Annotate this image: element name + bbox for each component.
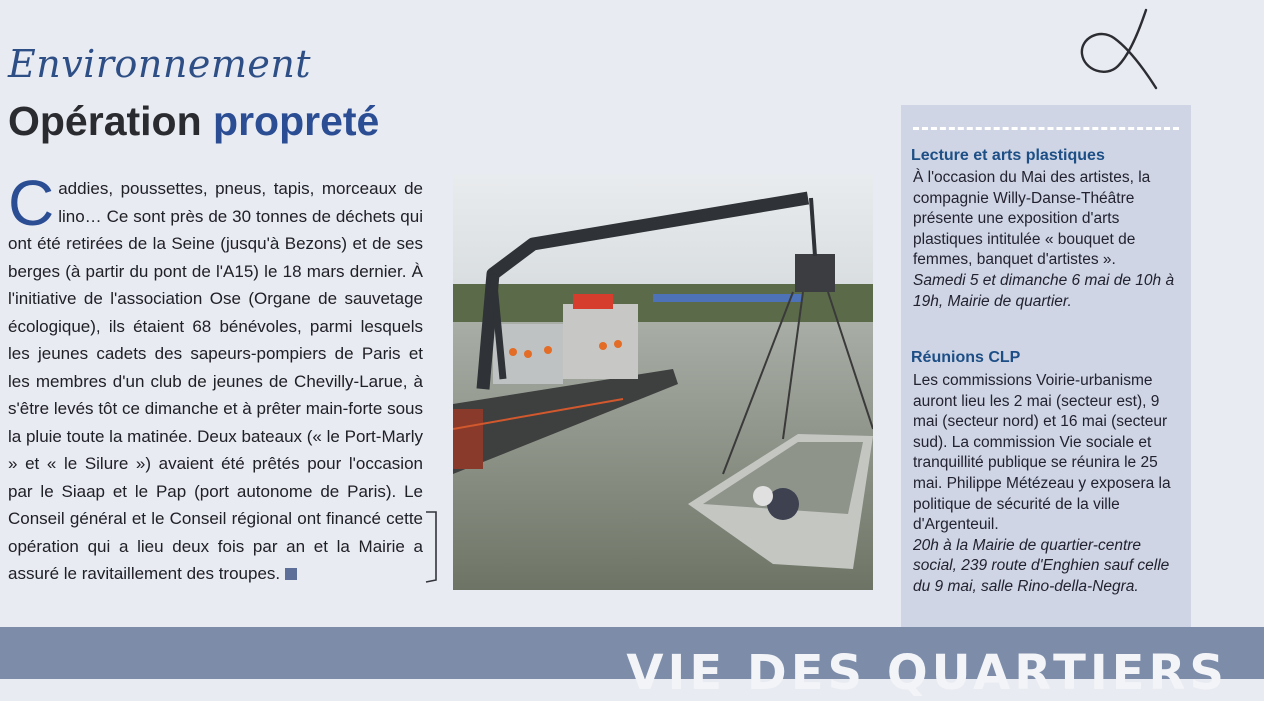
article-text: addies, poussettes, pneus, tapis, morceaux de lino… Ce sont près de 30 tonnes de déchets qui ont été retirées de la Seine (jusqu'à Bezons) et de ses berges (à partir du pont de l'A15) le 18 mars dernier. À l'initiative de l'association Ose (Organe de sauvetage écologique), ils étaient 68 bénévoles, parmi lesquels les jeunes cadets des sapeurs-pompiers de Paris et les membres d'un club de jeunes de Chevilly-Larue, à s'être levés tôt ce dimanche et à prêter main-forte sous la pluie toute la matinée. Deux bateaux (« le Port-Marly » et « le Silure ») avaient été prêtés pour l'occasion par le Siaap et le Pap (port autonome de Paris). Le Conseil général et le Conseil régional ont financé cette opération qui a lieu deux fois par an et la Mairie a assuré le ravitaillement des troupes. xyxy=(8,179,423,583)
sidebar-body-lecture: À l'occasion du Mai des artistes, la compagnie Willy-Danse-Théâtre présente une exposition d'arts plastiques intitulée « bouquet de femmes, banquet d'artistes ». xyxy=(913,169,1151,269)
barge-crane-illustration xyxy=(453,174,873,590)
headline-part-2: propreté xyxy=(213,98,380,144)
news-sidebar xyxy=(901,105,1191,627)
article-body xyxy=(8,167,423,588)
river-cleanup-photo xyxy=(453,174,873,590)
alpha-logo-icon xyxy=(1072,4,1162,94)
square-end-icon xyxy=(285,568,297,580)
bracket-icon xyxy=(424,510,442,584)
sidebar-title-lecture: Lecture et arts plastiques xyxy=(911,147,1105,164)
section-footer-band xyxy=(0,627,1264,701)
section-footer-title: VIE DES QUARTIERS xyxy=(626,645,1228,701)
sidebar-title-reunions: Réunions CLP xyxy=(911,349,1021,366)
section-rubric: Environnement xyxy=(8,42,312,86)
sidebar-date-reunions: 20h à la Mairie de quartier-centre social, 239 route d'Enghien sauf celle du 9 mai, salle Rino-della-Negra. xyxy=(913,536,1170,595)
sidebar-date-lecture: Samedi 5 et dimanche 6 mai de 10h à 19h, Mairie de quartier. xyxy=(913,271,1175,310)
sidebar-text-lecture xyxy=(913,168,1185,312)
sidebar-dashed-divider xyxy=(913,127,1179,130)
sidebar-text-reunions xyxy=(913,371,1185,598)
article-headline xyxy=(8,96,379,146)
dropcap-letter: C xyxy=(8,167,55,239)
headline-part-1: Opération xyxy=(8,98,202,144)
sidebar-body-reunions: Les commissions Voirie-urbanisme auront lieu les 2 mai (secteur est), 9 mai (secteur nord) et 16 mai (secteur sud). La commission Vie sociale et tranquillité publique se réunira le 25 mai. Philippe Métézeau y exposera la politique de sécurité de la ville d'Argenteuil. xyxy=(913,372,1171,534)
